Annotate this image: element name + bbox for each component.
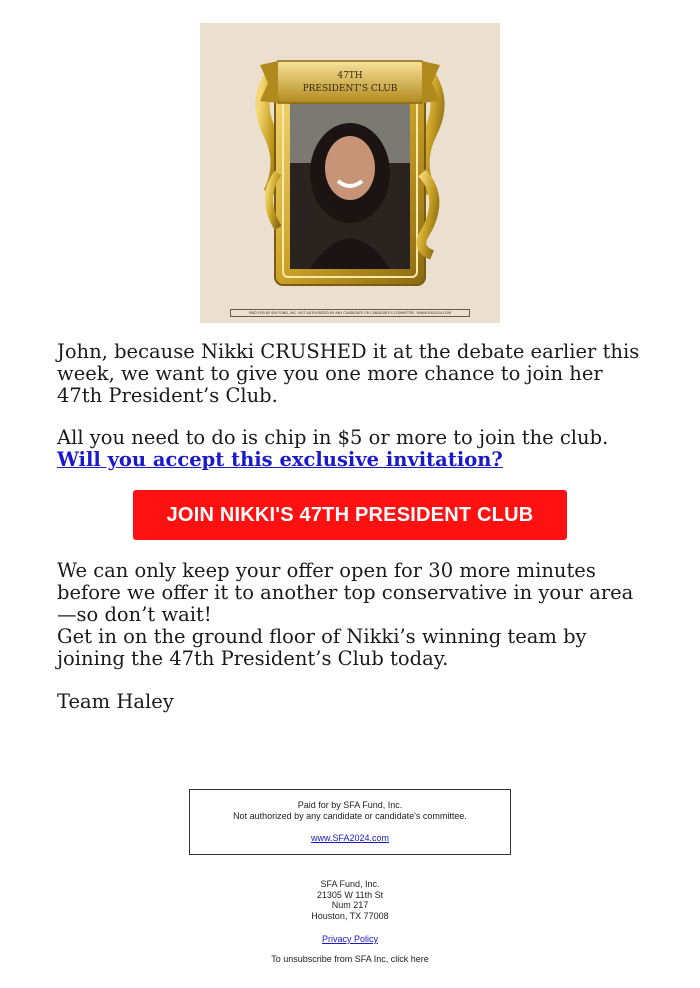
privacy-row: [0, 934, 700, 944]
paragraph-intro: John, because Nikki CRUSHED it at the debate earlier this week, we want to give you one more chance to join her 47th President’s Club.: [57, 340, 640, 407]
unsubscribe-link[interactable]: To unsubscribe from SFA Inc, click here: [271, 954, 429, 964]
paragraph-urgency: We can only keep your offer open for 30 more minutes before we offer it to another top conservative in your area—so don’t wait!: [57, 559, 634, 626]
banner-line1: 47TH: [337, 71, 363, 81]
address-line: Num 217: [331, 900, 369, 910]
address-line: SFA Fund, Inc.: [320, 879, 380, 889]
signoff: Team Haley: [57, 690, 174, 713]
invitation-link[interactable]: Will you accept this exclusive invitation?: [57, 448, 503, 471]
hero-caption: PAID FOR BY SFA FUND, INC. NOT AUTHORIZED BY ANY CANDIDATE OR CANDIDATE'S COMMITTEE. WWW.SFA2024.COM: [230, 309, 470, 317]
hero-image: [200, 23, 500, 323]
address-line: 21305 W 11th St: [316, 889, 384, 900]
address-line: Houston, TX 77008: [311, 910, 389, 921]
join-club-button[interactable]: JOIN NIKKI'S 47TH PRESIDENT CLUB: [133, 490, 567, 540]
paragraph-chip-in: [57, 427, 647, 471]
not-authorized-line: Not authorized by any candidate or candidate's committee.: [233, 811, 467, 821]
paragraph-chip-in-text: All you need to do is chip in $5 or more to join the club.: [57, 426, 609, 449]
disclaimer-box: [189, 789, 511, 855]
paragraph-ground-floor: Get in on the ground floor of Nikki’s winning team by joining the 47th President’s Club today.: [57, 625, 587, 670]
site-link[interactable]: www.SFA2024.com: [310, 833, 390, 843]
mailing-address: [0, 879, 700, 921]
gold-frame-portrait: [200, 23, 500, 323]
privacy-policy-link[interactable]: Privacy Policy: [321, 934, 378, 944]
paid-for-line: Paid for by SFA Fund, Inc.: [297, 800, 403, 810]
banner-line2: PRESIDENT'S CLUB: [302, 84, 398, 94]
